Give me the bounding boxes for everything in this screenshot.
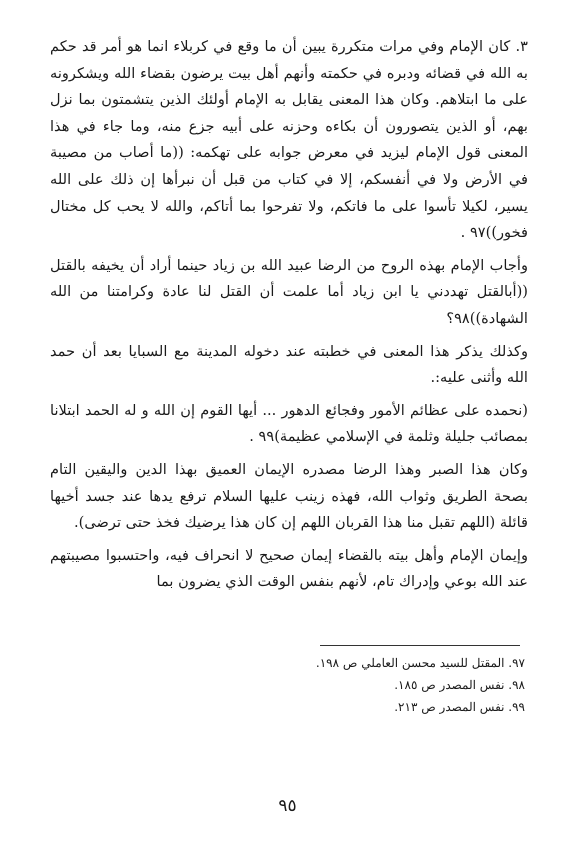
body-text xyxy=(50,34,528,596)
paragraph-2: وأجاب الإمام بهذه الروح من الرضا عبيد الله بن زياد حينما أراد أن يخيفه بالقتل ((أبالقتل تهددني يا ابن زياد أما علمت أن القتل لنا عادة وكرامتنا من الله الشهادة))٩٨؟ xyxy=(50,256,528,327)
footnotes xyxy=(265,652,525,718)
paragraph-3: وكذلك يذكر هذا المعنى في خطبته عند دخوله المدينة مع السبايا بعد أن حمد الله وأثنى عليه:. xyxy=(50,342,528,387)
footnote-divider xyxy=(320,645,520,646)
footnote-97: ٩٧. المقتل للسيد محسن العاملي ص ١٩٨. xyxy=(315,656,525,670)
paragraph-1: ٣. كان الإمام وفي مرات متكررة يبين أن ما وقع في كربلاء انما هو أمر قد حكم به الله في قضائه ودبره في حكمته وأنهم أهل بيت يرضون بقضاء الله ويشكرونه على ما ابتلاهم. وكان هذا المعنى يقابل به الإمام أولئك الذين يتشمتون بما نزل بهم، أو الذين يتصورون أن بكاءه وحزنه على أبيه جزع منه، وما جاء في هذا المعنى قول الإمام ليزيد في معرض جوابه على تهكمه: ((ما أصاب من مصيبة في الأرض ولا في أنفسكم، إلا في كتاب من قبل أن نبرأها إن ذلك على الله يسير، لكيلا تأسوا على ما فاتكم، ولا تفرحوا بما أتاكم، والله لا يحب كل مختال فخور))٩٧ . xyxy=(50,38,528,242)
paragraph-6: وإيمان الإمام وأهل بيته بالقضاء إيمان صحيح لا انحراف فيه، واحتسبوا مصيبتهم عند الله بوعي وإدراك تام، لأنهم بنفس الوقت الذي يضرون بما xyxy=(50,546,528,591)
footnote-99: ٩٩. نفس المصدر ص ٢١٣. xyxy=(394,700,525,714)
paragraph-4: (نحمده على عظائم الأمور وفجائع الدهور ... أيها القوم إن الله و له الحمد ابتلانا بمصائب جليلة وثلمة في الإسلامي عظيمة)٩٩ . xyxy=(50,401,528,446)
footnote-98: ٩٨. نفس المصدر ص ١٨٥. xyxy=(394,678,525,692)
page-number: ٩٥ xyxy=(278,796,297,816)
paragraph-5: وكان هذا الصبر وهذا الرضا مصدره الإيمان العميق بهذا الدين واليقين التام بصحة الطريق وثواب الله، فهذه زينب عليها السلام ترفع يدها عند جسد أخيها قائلة (اللهم تقبل منا هذا القربان اللهم إن كان هذا يرضيك فخذ حتى ترضى). xyxy=(50,460,528,532)
